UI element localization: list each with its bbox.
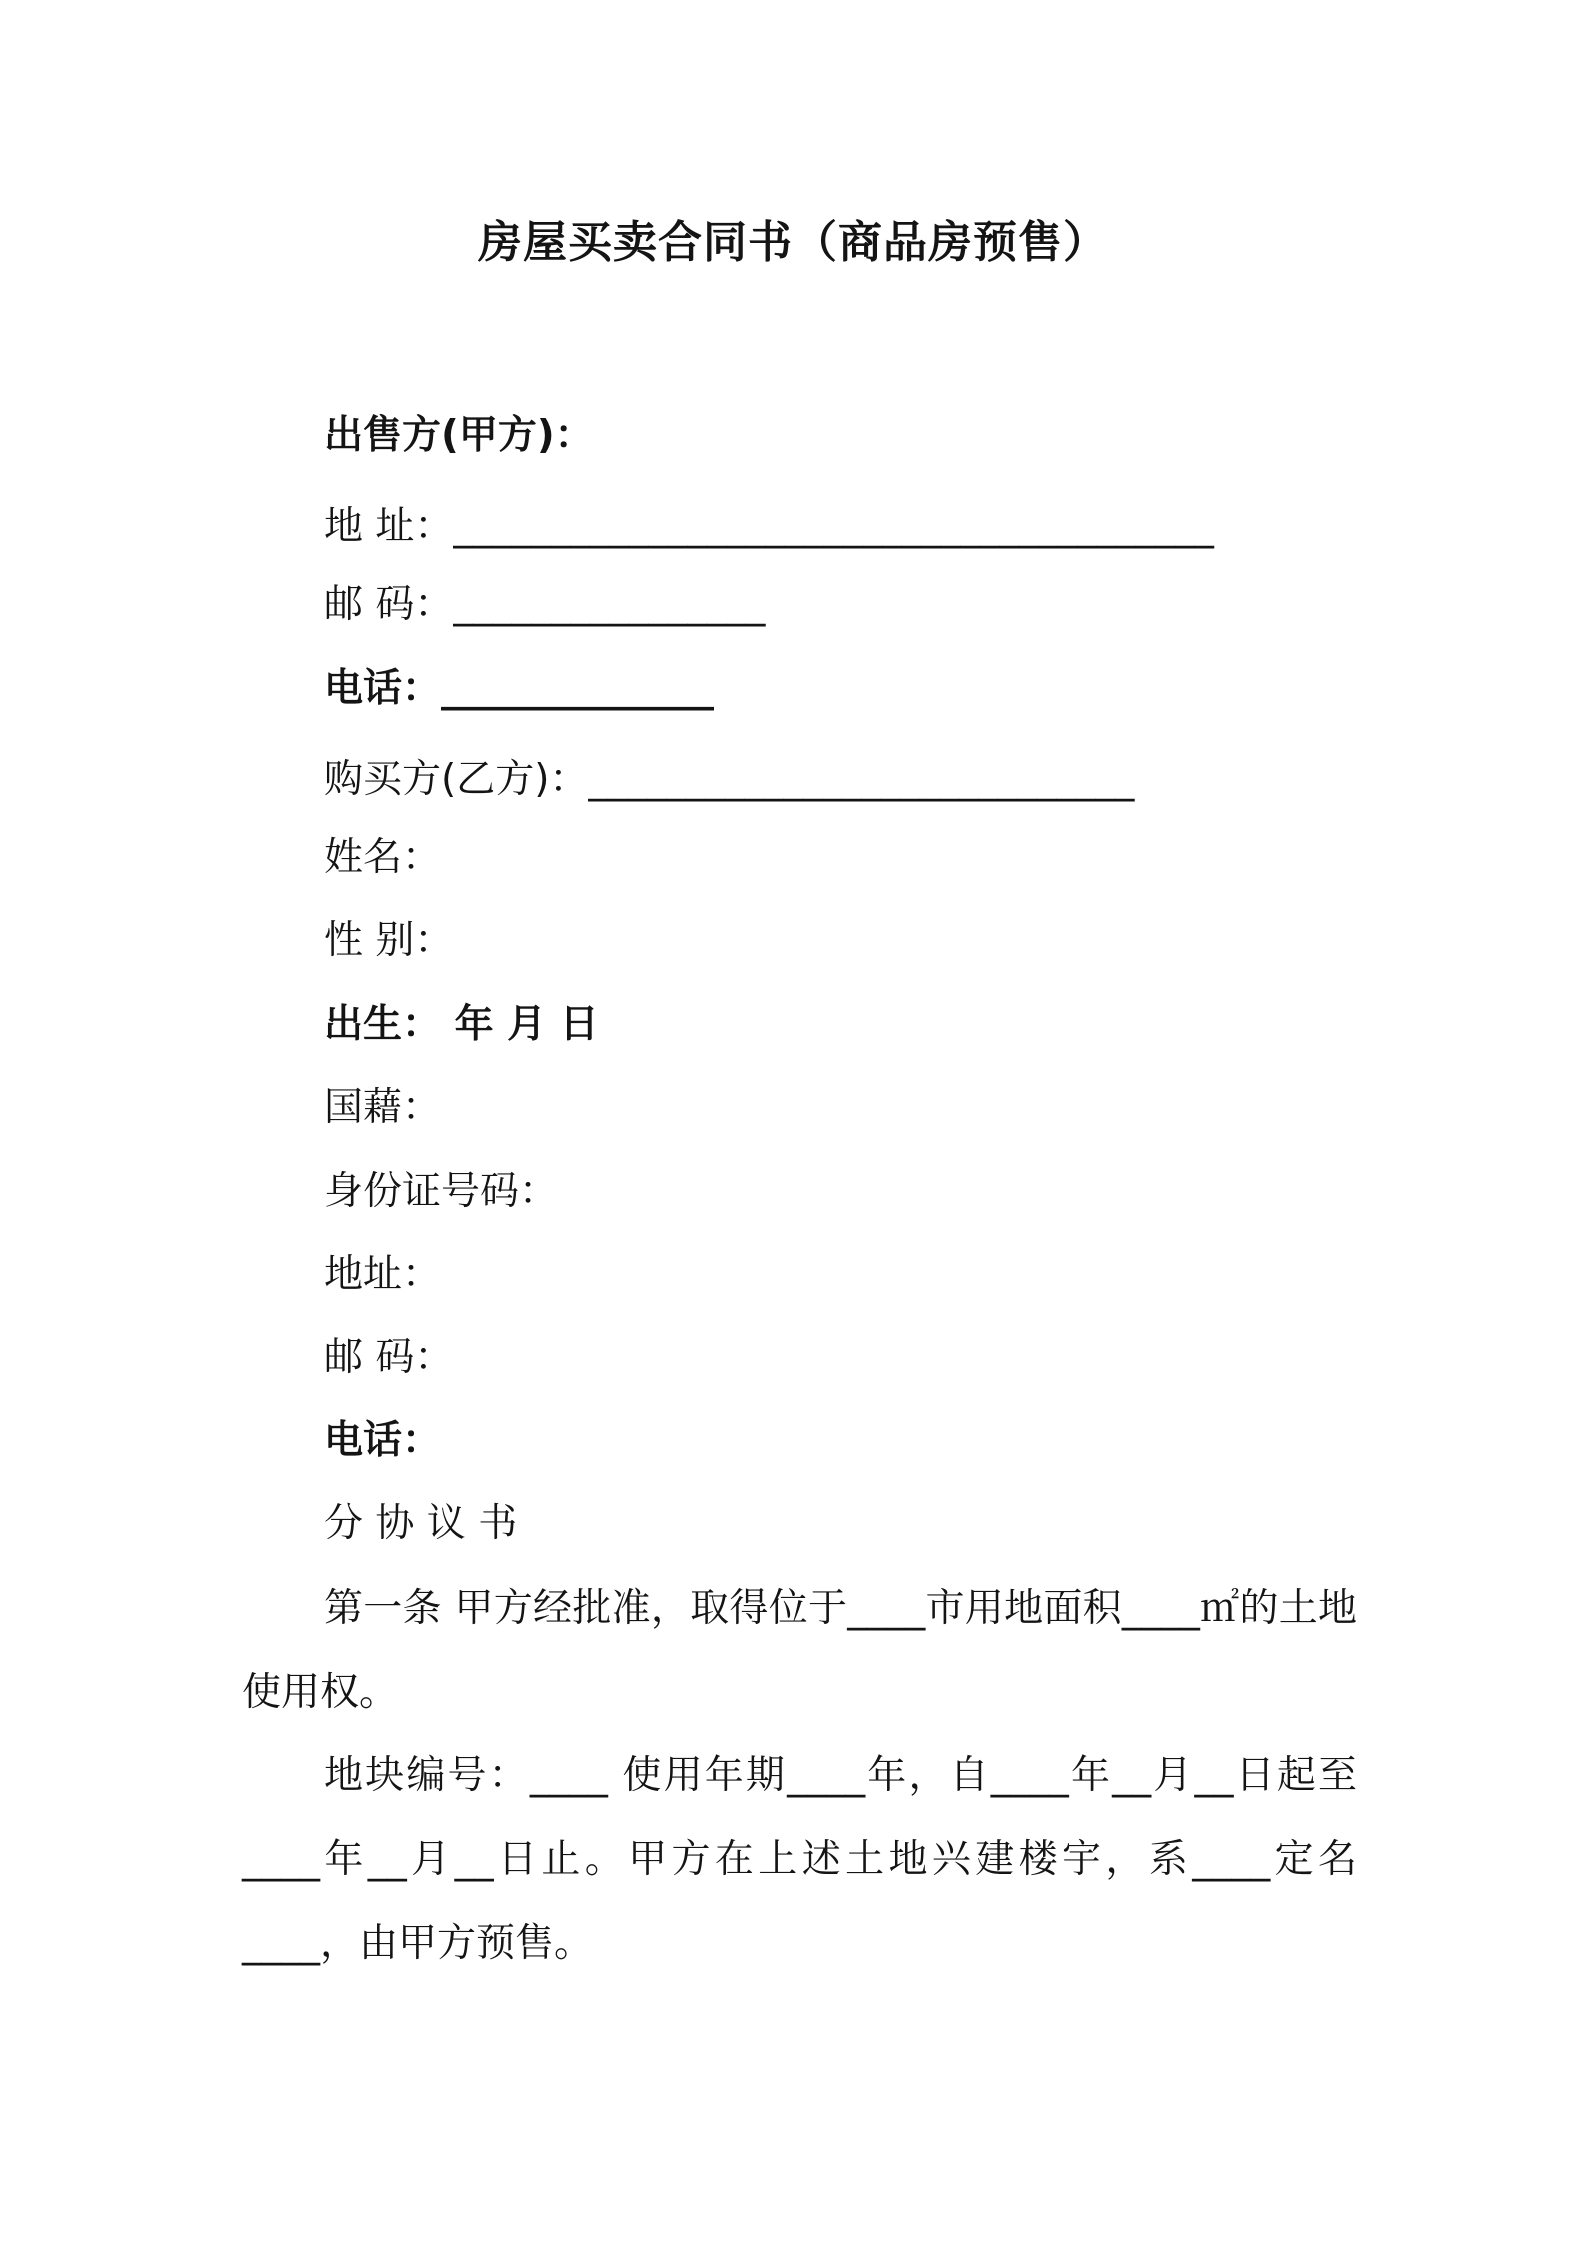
buyer-address-field: 地址：	[324, 1252, 442, 1297]
seller-address-field: 地 址：_______________________________________	[324, 504, 1214, 549]
buyer-nationality-field: 国藉：	[324, 1085, 442, 1130]
buyer-postcode-field: 邮 码：	[324, 1335, 454, 1380]
article-1-text: 第一条 甲方经批准，取得位于____市用地面积____㎡的土地使用权。	[242, 1586, 1357, 1715]
buyer-name-field: 姓名：	[324, 835, 442, 880]
buyer-birth-field: 出生： 年 月 日	[324, 1002, 599, 1047]
article-2	[242, 1734, 1357, 1986]
buyer-label: 购买方(乙方)：____________________________	[324, 757, 1135, 802]
page-title: 房屋买卖合同书（商品房预售）	[478, 217, 1108, 268]
buyer-id-field: 身份证号码：	[324, 1169, 559, 1214]
seller-postcode-field: 邮 码：________________	[324, 582, 766, 627]
buyer-phone-field: 电话：	[324, 1418, 442, 1463]
section-heading: 分 协 议 书	[324, 1501, 518, 1546]
seller-phone-field: 电话：______________	[324, 666, 715, 711]
article-2-text: 地块编号：____ 使用年期____年，自____年__月__日起至____年__月__日止。甲方在上述土地兴建楼宇，系____定名____，由甲方预售。	[242, 1753, 1357, 1966]
article-1	[242, 1567, 1357, 1735]
seller-label: 出售方(甲方)：	[324, 413, 594, 458]
buyer-gender-field: 性 别：	[324, 918, 454, 963]
